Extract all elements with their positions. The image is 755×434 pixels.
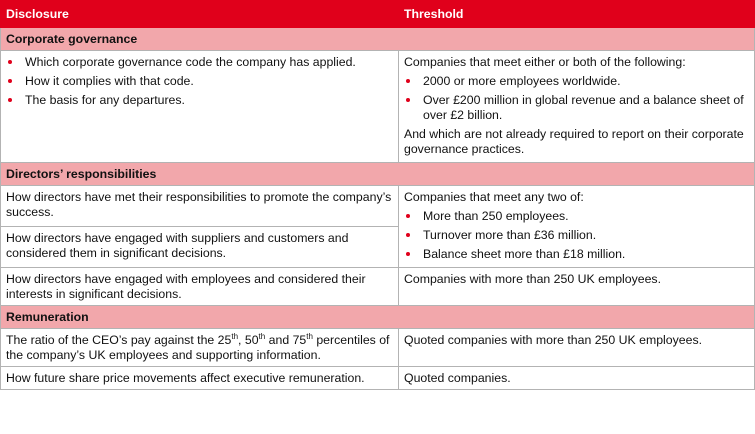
disclosure-cell: [1, 329, 399, 367]
section-title: Directors’ responsibilities: [1, 163, 755, 186]
list-item: Turnover more than £36 million.: [404, 228, 749, 243]
bullet-list: [404, 74, 749, 123]
threshold-cell: [399, 51, 755, 163]
threshold-cell: [399, 268, 755, 306]
list-item: Over £200 million in global revenue and a balance sheet of over £2 billion.: [404, 93, 749, 123]
threshold-cell: [399, 367, 755, 390]
disclosure-cell: [1, 186, 399, 227]
disclosure-text: How future share price movements affect executive remuneration.: [6, 371, 365, 385]
list-item: Balance sheet more than £18 million.: [404, 247, 749, 262]
table-row: [1, 367, 755, 390]
section-row-corporate-governance: [1, 28, 755, 51]
threshold-intro: Companies that meet either or both of the following:: [404, 55, 686, 69]
threshold-cell: [399, 329, 755, 367]
disclosure-text: How directors have met their responsibilities to promote the company’s success.: [6, 190, 392, 219]
table-row: [1, 268, 755, 306]
section-title: Remuneration: [1, 306, 755, 329]
section-row-directors-responsibilities: [1, 163, 755, 186]
disclosure-cell: [1, 51, 399, 163]
threshold-text: Companies with more than 250 UK employees.: [404, 272, 661, 286]
list-item: More than 250 employees.: [404, 209, 749, 224]
table-header-row: [1, 1, 755, 28]
threshold-text: Quoted companies with more than 250 UK employees.: [404, 333, 703, 347]
text-span: The ratio of the CEO’s pay against the 25: [6, 333, 232, 347]
section-title: Corporate governance: [1, 28, 755, 51]
bullet-list: [404, 209, 749, 262]
table-row: [1, 51, 755, 163]
ordinal-suffix: th: [231, 332, 239, 341]
threshold-text: Quoted companies.: [404, 371, 511, 385]
table-row: [1, 186, 755, 227]
threshold-cell: [399, 186, 755, 268]
text-span: percentiles of the company’s UK employees and supporting information.: [6, 333, 390, 362]
disclosure-text: [6, 333, 393, 363]
text-span: and 75: [265, 333, 307, 347]
column-header-threshold: Threshold: [399, 1, 755, 28]
disclosure-cell: [1, 227, 399, 268]
text-span: , 50: [238, 333, 259, 347]
ordinal-suffix: th: [306, 332, 313, 341]
disclosure-text: How directors have engaged with suppliers and customers and considered them in significant decisions.: [6, 231, 349, 260]
bullet-list: [6, 55, 393, 108]
ordinal-suffix: th: [258, 332, 266, 341]
column-header-disclosure: Disclosure: [1, 1, 399, 28]
list-item: How it complies with that code.: [6, 74, 393, 89]
list-item: 2000 or more employees worldwide.: [404, 74, 749, 89]
disclosure-cell: [1, 367, 399, 390]
threshold-outro: And which are not already required to report on their corporate governance practices.: [404, 127, 744, 156]
section-row-remuneration: [1, 306, 755, 329]
threshold-intro: Companies that meet any two of:: [404, 190, 584, 204]
list-item: The basis for any departures.: [6, 93, 393, 108]
disclosure-cell: [1, 268, 399, 306]
table-row: [1, 329, 755, 367]
disclosure-text: How directors have engaged with employees and considered their interests in significant decisions.: [6, 272, 366, 301]
list-item: Which corporate governance code the company has applied.: [6, 55, 393, 70]
